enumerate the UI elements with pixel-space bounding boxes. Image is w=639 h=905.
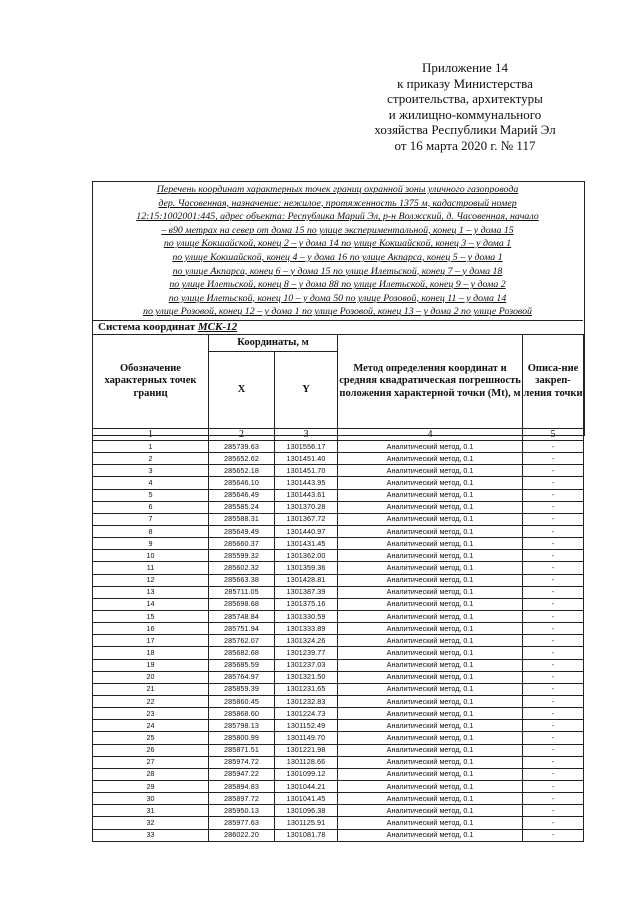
coord-x-cell: 285652.18: [209, 465, 275, 477]
fixation-cell: -: [523, 659, 584, 671]
fixation-cell: -: [523, 598, 584, 610]
table-row: [93, 647, 584, 659]
fixation-cell: -: [523, 756, 584, 768]
method-cell: Аналитический метод, 0.1: [338, 768, 523, 780]
coord-x-cell: 285599.32: [209, 550, 275, 562]
coord-y-cell: 1301237.03: [275, 659, 338, 671]
method-cell: Аналитический метод, 0.1: [338, 756, 523, 768]
method-cell: Аналитический метод, 0.1: [338, 501, 523, 513]
coordinate-system-value: МСК-12: [197, 321, 238, 333]
header-description: Описа-ние закреп-ления точки: [523, 335, 584, 429]
table-row: [93, 732, 584, 744]
title-line: по улице Илетьской, конец 8 – у дома 88 по улице Илетьской, конец 9 – у дома 2: [169, 279, 506, 291]
coord-y-cell: 1301362.00: [275, 550, 338, 562]
title-line: по улице Илетьской, конец 10 – у дома 50 по улице Розовой, конец 11 – у дома 14: [168, 292, 507, 304]
table-row: [93, 574, 584, 586]
table-row: [93, 501, 584, 513]
coord-x-cell: 285585.24: [209, 501, 275, 513]
method-cell: Аналитический метод, 0.1: [338, 586, 523, 598]
header-line: к приказу Министерства: [397, 75, 533, 91]
coord-x-cell: 285894.83: [209, 780, 275, 792]
table-row: [93, 586, 584, 598]
coord-x-cell: 285646.10: [209, 477, 275, 489]
table-row: [93, 671, 584, 683]
point-number-cell: 31: [93, 805, 209, 817]
point-number-cell: 13: [93, 586, 209, 598]
point-number-cell: 29: [93, 780, 209, 792]
title-line: 12:15:1002001:445, адрес объекта: Республика Марий Эл, р-н Волжский, д. Часовенная, начало: [136, 211, 539, 223]
column-number: 3: [275, 429, 338, 441]
table-row: [93, 768, 584, 780]
fixation-cell: -: [523, 550, 584, 562]
fixation-cell: -: [523, 538, 584, 550]
point-number-cell: 1: [93, 441, 209, 453]
coord-x-cell: 285868.60: [209, 708, 275, 720]
coord-y-cell: 1301041.45: [275, 793, 338, 805]
coord-y-cell: 1301152.49: [275, 720, 338, 732]
method-cell: Аналитический метод, 0.1: [338, 780, 523, 792]
table-row: [93, 744, 584, 756]
table-row: [93, 635, 584, 647]
table-row: [93, 695, 584, 707]
table-row: [93, 550, 584, 562]
table-row: [93, 756, 584, 768]
table-row: [93, 817, 584, 829]
column-number: 5: [523, 429, 584, 441]
coord-y-cell: 1301221.98: [275, 744, 338, 756]
method-cell: Аналитический метод, 0.1: [338, 708, 523, 720]
document-title: [93, 183, 582, 319]
method-cell: Аналитический метод, 0.1: [338, 598, 523, 610]
coord-y-cell: 1301330.59: [275, 610, 338, 622]
fixation-cell: -: [523, 465, 584, 477]
coord-y-cell: 1301149.70: [275, 732, 338, 744]
method-cell: Аналитический метод, 0.1: [338, 550, 523, 562]
column-number: 1: [93, 429, 209, 441]
method-cell: Аналитический метод, 0.1: [338, 793, 523, 805]
header-x: X: [209, 352, 275, 429]
method-cell: Аналитический метод, 0.1: [338, 732, 523, 744]
header-line: строительства, архитектуры: [387, 91, 543, 106]
method-cell: Аналитический метод, 0.1: [338, 623, 523, 635]
coord-y-cell: 1301324.26: [275, 635, 338, 647]
title-line: – в90 метрах на север от дома 15 по улице экспериментальной, конец 1 – у дома 15: [161, 224, 514, 236]
coord-y-cell: 1301428.81: [275, 574, 338, 586]
coord-x-cell: 285685.59: [209, 659, 275, 671]
method-cell: Аналитический метод, 0.1: [338, 610, 523, 622]
coord-x-cell: 285748.84: [209, 610, 275, 622]
coord-x-cell: 285950.13: [209, 805, 275, 817]
coord-x-cell: 285649.49: [209, 525, 275, 537]
method-cell: Аналитический метод, 0.1: [338, 805, 523, 817]
point-number-cell: 16: [93, 623, 209, 635]
coord-y-cell: 1301224.73: [275, 708, 338, 720]
method-cell: Аналитический метод, 0.1: [338, 562, 523, 574]
method-cell: Аналитический метод, 0.1: [338, 659, 523, 671]
table-row: [93, 720, 584, 732]
table-row: [93, 465, 584, 477]
title-line: по улице Розовой, конец 12 – у дома 1 по улице Розовой, конец 13 – у дома 2 по улице Розовой: [143, 306, 532, 318]
point-number-cell: 10: [93, 550, 209, 562]
table-row: [93, 610, 584, 622]
coord-x-cell: 285682.68: [209, 647, 275, 659]
coord-x-cell: 285602.32: [209, 562, 275, 574]
point-number-cell: 6: [93, 501, 209, 513]
point-number-cell: 11: [93, 562, 209, 574]
coord-x-cell: 285646.49: [209, 489, 275, 501]
fixation-cell: -: [523, 623, 584, 635]
point-number-cell: 25: [93, 732, 209, 744]
coord-y-cell: 1301128.66: [275, 756, 338, 768]
coord-y-cell: 1301232.83: [275, 695, 338, 707]
column-number-row: [93, 429, 584, 441]
coord-y-cell: 1301443.95: [275, 477, 338, 489]
point-number-cell: 24: [93, 720, 209, 732]
fixation-cell: -: [523, 513, 584, 525]
coord-x-cell: 285698.68: [209, 598, 275, 610]
point-number-cell: 14: [93, 598, 209, 610]
table-row: [93, 780, 584, 792]
coord-x-cell: 285800.99: [209, 732, 275, 744]
coord-x-cell: 285751.94: [209, 623, 275, 635]
coord-y-cell: 1301443.61: [275, 489, 338, 501]
coordinate-system-label: Система координат: [98, 321, 196, 333]
point-number-cell: 21: [93, 683, 209, 695]
point-number-cell: 33: [93, 829, 209, 841]
method-cell: Аналитический метод, 0.1: [338, 525, 523, 537]
table-row: [93, 441, 584, 453]
coord-y-cell: 1301451.70: [275, 465, 338, 477]
coordinates-table: [92, 334, 584, 842]
coord-y-cell: 1301431.45: [275, 538, 338, 550]
point-number-cell: 28: [93, 768, 209, 780]
method-cell: Аналитический метод, 0.1: [338, 477, 523, 489]
table-row: [93, 683, 584, 695]
table-row: [93, 623, 584, 635]
header-line: Приложение 14: [421, 60, 509, 75]
coord-x-cell: 285974.72: [209, 756, 275, 768]
coord-y-cell: 1301359.36: [275, 562, 338, 574]
point-number-cell: 8: [93, 525, 209, 537]
header-line: хозяйства Республики Марий Эл: [374, 122, 556, 137]
fixation-cell: -: [523, 720, 584, 732]
point-number-cell: 3: [93, 465, 209, 477]
method-cell: Аналитический метод, 0.1: [338, 683, 523, 695]
point-number-cell: 26: [93, 744, 209, 756]
point-number-cell: 2: [93, 453, 209, 465]
header-line: и жилищно-коммунального: [388, 106, 542, 122]
table-row: [93, 513, 584, 525]
appendix-header: [330, 60, 600, 153]
table-row: [93, 525, 584, 537]
table-row: [93, 477, 584, 489]
method-cell: Аналитический метод, 0.1: [338, 647, 523, 659]
header-method: Метод определения координат и средняя квадратическая погрешность положения характерной точки (Mt), м: [338, 335, 523, 429]
fixation-cell: -: [523, 683, 584, 695]
point-number-cell: 27: [93, 756, 209, 768]
table-row: [93, 538, 584, 550]
method-cell: Аналитический метод, 0.1: [338, 744, 523, 756]
coord-y-cell: 1301044.21: [275, 780, 338, 792]
title-line: Перечень координат характерных точек границ охранной зоны уличного газопровода: [156, 184, 519, 195]
coord-x-cell: 285897.72: [209, 793, 275, 805]
coord-x-cell: 285762.07: [209, 635, 275, 647]
fixation-cell: -: [523, 793, 584, 805]
fixation-cell: -: [523, 805, 584, 817]
method-cell: Аналитический метод, 0.1: [338, 574, 523, 586]
table-row: [93, 562, 584, 574]
table-row: [93, 793, 584, 805]
point-number-cell: 4: [93, 477, 209, 489]
fixation-cell: -: [523, 780, 584, 792]
coord-y-cell: 1301096.38: [275, 805, 338, 817]
method-cell: Аналитический метод, 0.1: [338, 720, 523, 732]
method-cell: Аналитический метод, 0.1: [338, 817, 523, 829]
coord-x-cell: 285947.22: [209, 768, 275, 780]
fixation-cell: -: [523, 817, 584, 829]
coord-x-cell: 285764.97: [209, 671, 275, 683]
title-line: дер. Часовенная, назначение: нежилое, протяженность 1375 м, кадастровый номер: [158, 197, 517, 209]
method-cell: Аналитический метод, 0.1: [338, 453, 523, 465]
point-number-cell: 12: [93, 574, 209, 586]
point-number-cell: 18: [93, 647, 209, 659]
method-cell: Аналитический метод, 0.1: [338, 441, 523, 453]
point-number-cell: 9: [93, 538, 209, 550]
coord-y-cell: 1301387.39: [275, 586, 338, 598]
fixation-cell: -: [523, 525, 584, 537]
coord-x-cell: 285977.63: [209, 817, 275, 829]
method-cell: Аналитический метод, 0.1: [338, 695, 523, 707]
coord-y-cell: 1301125.91: [275, 817, 338, 829]
coord-y-cell: 1301333.89: [275, 623, 338, 635]
method-cell: Аналитический метод, 0.1: [338, 489, 523, 501]
coord-y-cell: 1301231.65: [275, 683, 338, 695]
coord-y-cell: 1301081.78: [275, 829, 338, 841]
coord-x-cell: 285660.37: [209, 538, 275, 550]
fixation-cell: -: [523, 768, 584, 780]
point-number-cell: 15: [93, 610, 209, 622]
coord-y-cell: 1301239.77: [275, 647, 338, 659]
coord-x-cell: 285652.62: [209, 453, 275, 465]
method-cell: Аналитический метод, 0.1: [338, 829, 523, 841]
coord-y-cell: 1301099.12: [275, 768, 338, 780]
fixation-cell: -: [523, 635, 584, 647]
point-number-cell: 5: [93, 489, 209, 501]
point-number-cell: 17: [93, 635, 209, 647]
coord-x-cell: 285860.45: [209, 695, 275, 707]
coord-y-cell: 1301440.97: [275, 525, 338, 537]
table-row: [93, 659, 584, 671]
fixation-cell: -: [523, 562, 584, 574]
coord-y-cell: 1301370.28: [275, 501, 338, 513]
fixation-cell: -: [523, 441, 584, 453]
coord-x-cell: 285663.38: [209, 574, 275, 586]
fixation-cell: -: [523, 586, 584, 598]
coord-x-cell: 285871.51: [209, 744, 275, 756]
coord-y-cell: 1301556.17: [275, 441, 338, 453]
method-cell: Аналитический метод, 0.1: [338, 635, 523, 647]
title-line: по улице Кокшайской, конец 2 – у дома 14 по улице Кокшайской, конец 3 – у дома 1: [163, 238, 512, 250]
fixation-cell: -: [523, 671, 584, 683]
coord-x-cell: 285711.05: [209, 586, 275, 598]
table-row: [93, 489, 584, 501]
coord-y-cell: 1301367.72: [275, 513, 338, 525]
coord-x-cell: 285739.63: [209, 441, 275, 453]
point-number-cell: 20: [93, 671, 209, 683]
column-number: 4: [338, 429, 523, 441]
fixation-cell: -: [523, 477, 584, 489]
point-number-cell: 22: [93, 695, 209, 707]
coord-x-cell: 285588.31: [209, 513, 275, 525]
title-line: по улице Кокшайской, конец 4 – у дома 16 по улице Акпарса, конец 5 – у дома 1: [172, 251, 503, 263]
fixation-cell: -: [523, 829, 584, 841]
fixation-cell: -: [523, 708, 584, 720]
coord-x-cell: 285798.13: [209, 720, 275, 732]
fixation-cell: -: [523, 744, 584, 756]
table-row: [93, 598, 584, 610]
fixation-cell: -: [523, 695, 584, 707]
table-row: [93, 708, 584, 720]
method-cell: Аналитический метод, 0.1: [338, 465, 523, 477]
coord-y-cell: 1301321.50: [275, 671, 338, 683]
method-cell: Аналитический метод, 0.1: [338, 538, 523, 550]
table-row: [93, 829, 584, 841]
coord-x-cell: 285859.39: [209, 683, 275, 695]
coord-x-cell: 286022.20: [209, 829, 275, 841]
coord-y-cell: 1301451.40: [275, 453, 338, 465]
column-number: 2: [209, 429, 275, 441]
point-number-cell: 23: [93, 708, 209, 720]
header-y: Y: [275, 352, 338, 429]
fixation-cell: -: [523, 501, 584, 513]
coordinate-system: [92, 320, 583, 334]
header-coordinates: Координаты, м: [209, 335, 338, 352]
point-number-cell: 19: [93, 659, 209, 671]
table-row: [93, 805, 584, 817]
point-number-cell: 30: [93, 793, 209, 805]
table-row: [93, 453, 584, 465]
point-number-cell: 32: [93, 817, 209, 829]
fixation-cell: -: [523, 574, 584, 586]
fixation-cell: -: [523, 489, 584, 501]
header-line: от 16 марта 2020 г. № 117: [394, 137, 536, 153]
header-point: Обозначение характерных точек границ: [93, 335, 209, 429]
method-cell: Аналитический метод, 0.1: [338, 671, 523, 683]
fixation-cell: -: [523, 647, 584, 659]
fixation-cell: -: [523, 732, 584, 744]
point-number-cell: 7: [93, 513, 209, 525]
method-cell: Аналитический метод, 0.1: [338, 513, 523, 525]
fixation-cell: -: [523, 453, 584, 465]
coord-y-cell: 1301375.16: [275, 598, 338, 610]
fixation-cell: -: [523, 610, 584, 622]
title-line: по улице Акпарса, конец 6 – у дома 15 по улице Илетьской, конец 7 – у дома 18: [172, 265, 503, 277]
